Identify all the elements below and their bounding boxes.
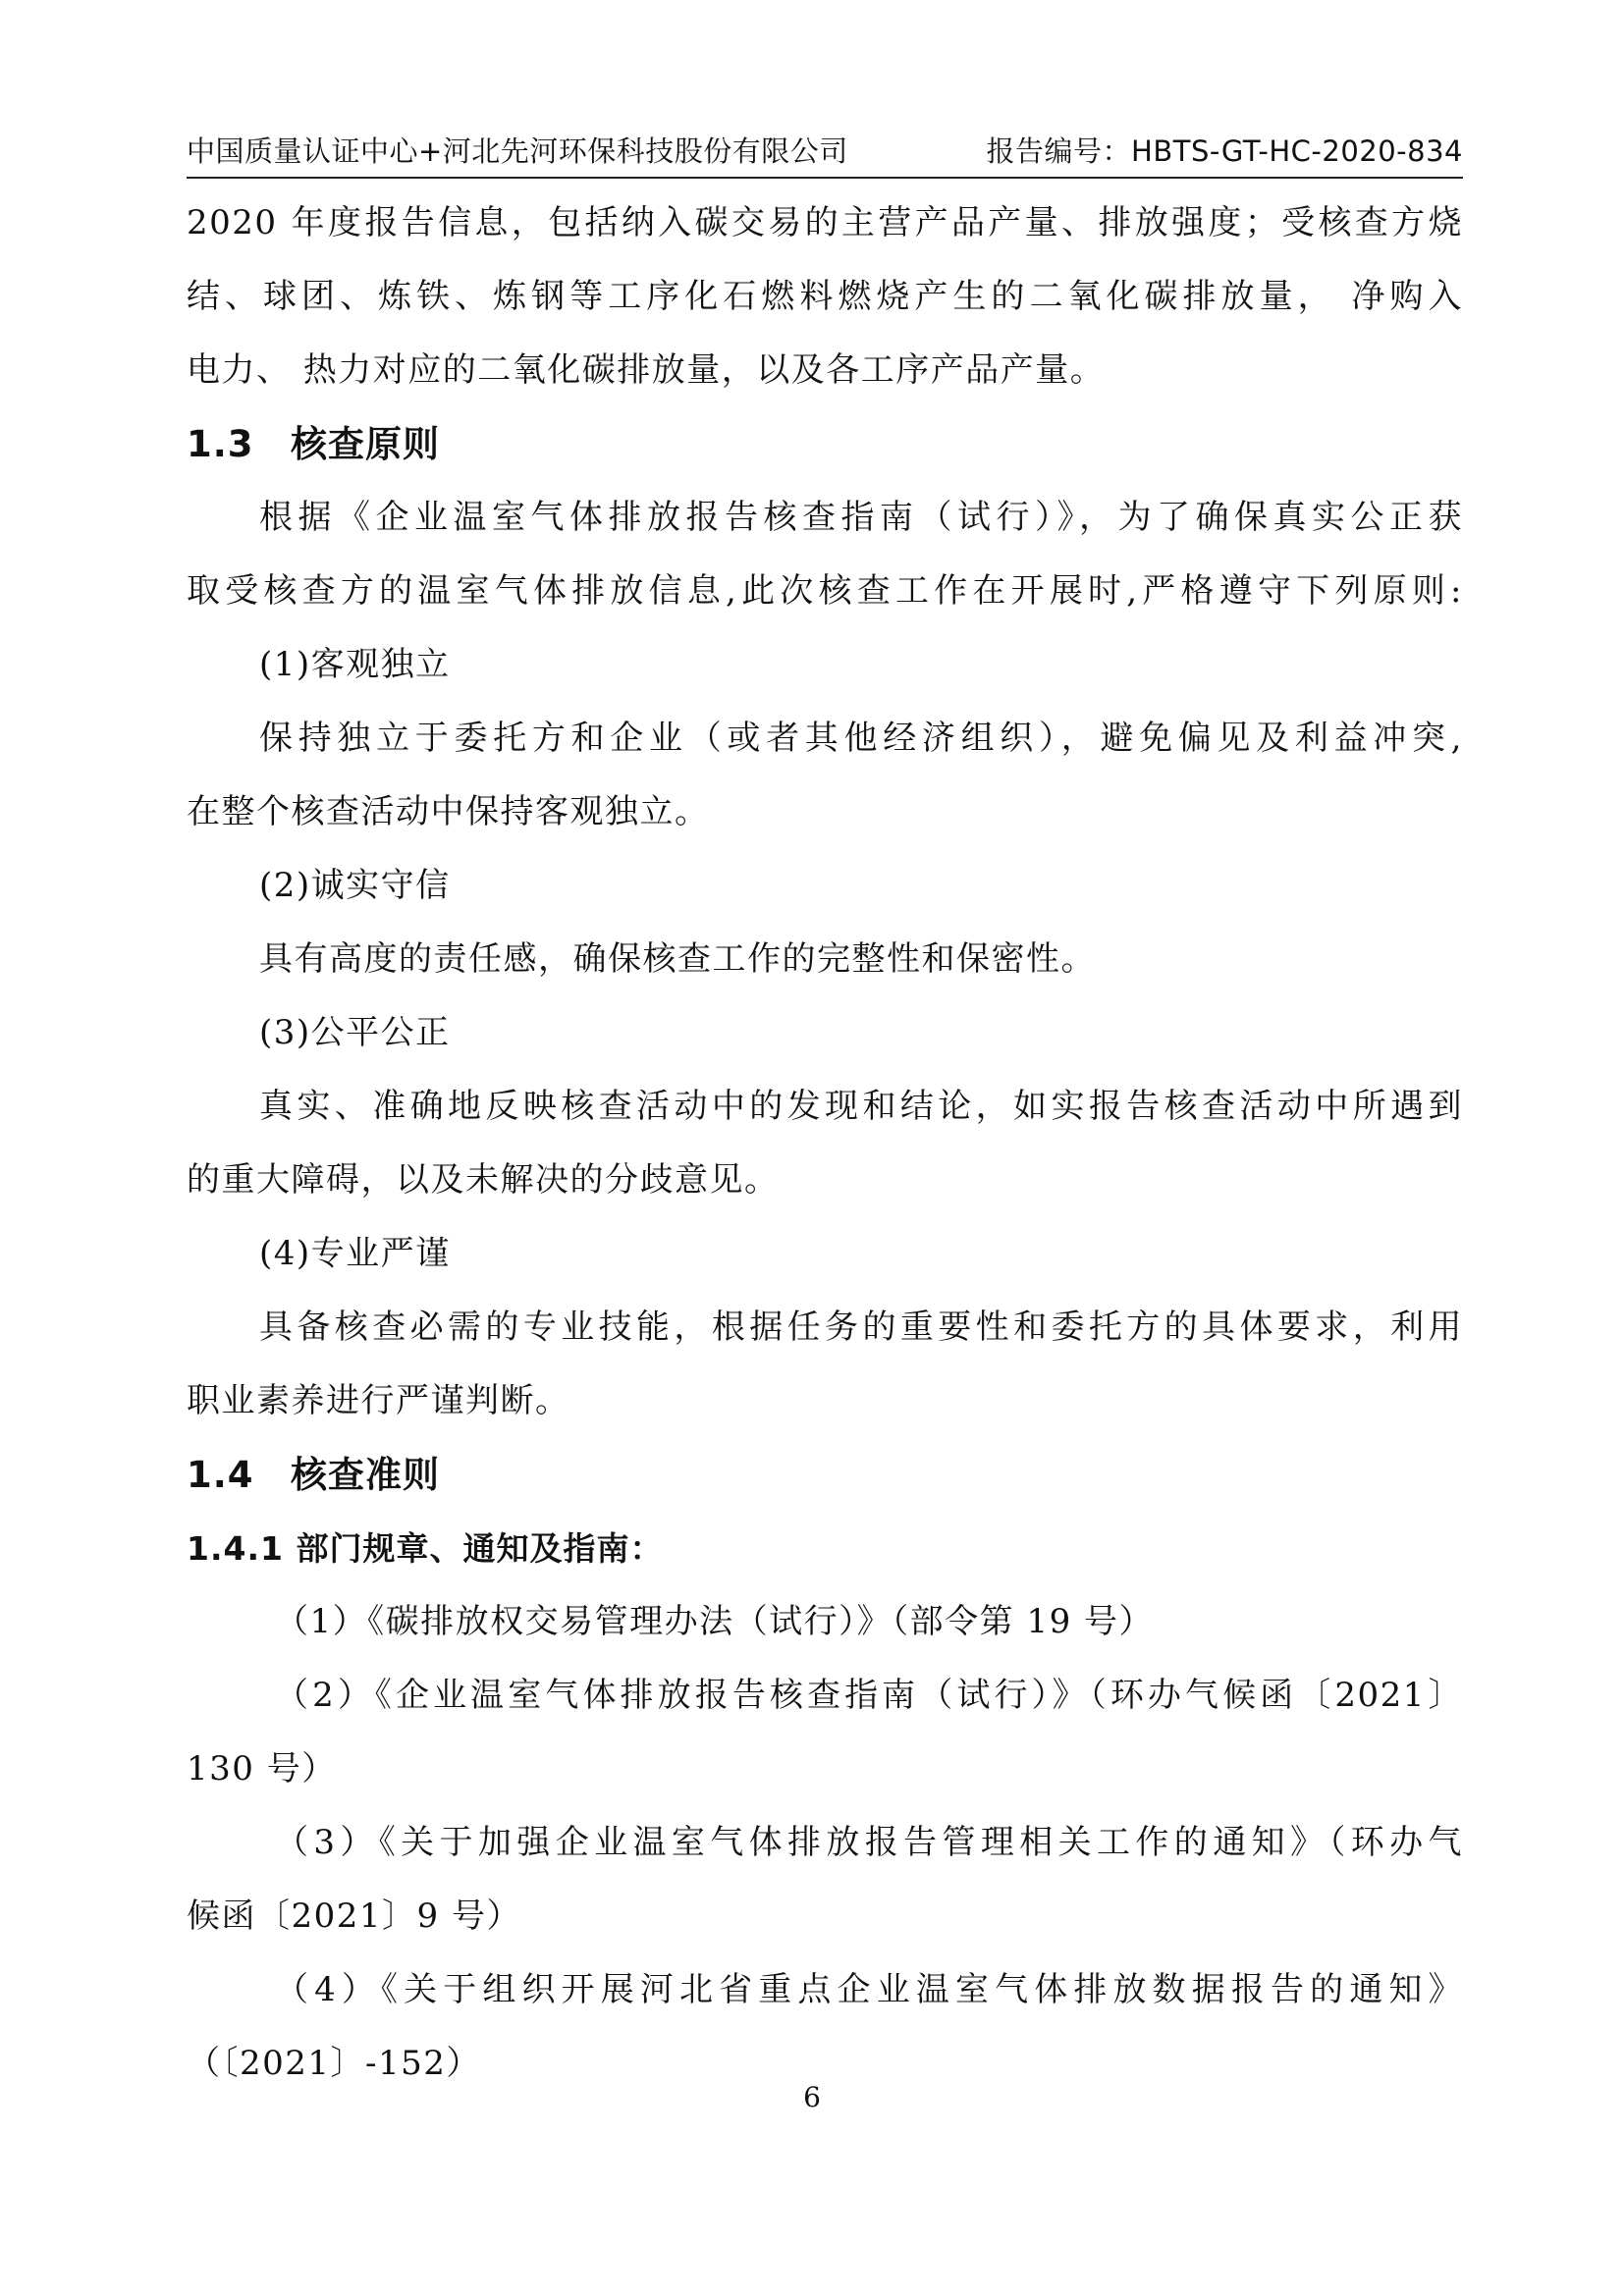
principle-title: (4)专业严谨: [259, 1234, 451, 1273]
header-divider: [187, 177, 1463, 179]
intro-line: 2020 年度报告信息，包括纳入碳交易的主营产品产量、排放强度；受核查方烧: [187, 203, 1463, 242]
principle-title: (1)客观独立: [259, 645, 451, 684]
paragraph-line: 真实、准确地反映核查活动中的发现和结论，如实报告核查活动中所遇到: [259, 1087, 1463, 1126]
section-heading-1-4: [187, 1438, 1463, 1512]
section-title: 核查原则: [291, 423, 440, 465]
reference-item-continued: （〔2021〕-152）: [187, 2044, 481, 2083]
intro-line: 结、球团、炼铁、炼钢等工序化石燃料燃烧产生的二氧化碳排放量， 净购入: [187, 277, 1463, 316]
principle-title: (2)诚实守信: [259, 866, 451, 905]
section-number: 1.4: [187, 1454, 254, 1496]
paragraph-line: 在整个核查活动中保持客观独立。: [187, 792, 710, 831]
page-header: [187, 126, 1463, 173]
principle-title: (3)公平公正: [259, 1013, 451, 1052]
section-title: 核查准则: [291, 1454, 440, 1496]
reference-item: （4）《关于组织开展河北省重点企业温室气体排放数据报告的通知》: [275, 1970, 1463, 2009]
intro-line: 电力、 热力对应的二氧化碳排放量，以及各工序产品产量。: [187, 350, 1106, 390]
document-body: [187, 187, 1463, 2101]
page-number: 6: [803, 2081, 821, 2113]
paragraph-line: 的重大障碍，以及未解决的分歧意见。: [187, 1160, 780, 1200]
paragraph-line: 职业素养进行严谨判断。: [187, 1381, 570, 1420]
section-number: 1.3: [187, 423, 254, 465]
reference-item-continued: 候函〔2021〕9 号）: [187, 1896, 521, 1936]
paragraph-line: 根据《企业温室气体排放报告核查指南（试行）》，为了确保真实公正获: [259, 498, 1463, 537]
paragraph-line: 具备核查必需的专业技能，根据任务的重要性和委托方的具体要求，利用: [259, 1308, 1463, 1347]
paragraph-line: 具有高度的责任感，确保核查工作的完整性和保密性。: [259, 939, 1096, 979]
reference-item: （2）《企业温室气体排放报告核查指南（试行）》（环办气候函〔2021〕: [275, 1676, 1463, 1715]
section-heading-1-3: [187, 407, 1463, 481]
header-report-number: 报告编号：HBTS-GT-HC-2020-834: [986, 133, 1463, 168]
reference-item: （1）《碳排放权交易管理办法（试行）》（部令第 19 号）: [275, 1602, 1155, 1641]
paragraph-line: 取受核查方的温室气体排放信息,此次核查工作在开展时,严格遵守下列原则:: [187, 571, 1463, 611]
subsection-heading-1-4-1: 1.4.1 部门规章、通知及指南：: [187, 1529, 664, 1568]
reference-item: （3）《关于加强企业温室气体排放报告管理相关工作的通知》（环办气: [275, 1823, 1463, 1862]
header-left-text: 中国质量认证中心+河北先河环保科技股份有限公司: [187, 133, 848, 168]
reference-item-continued: 130 号）: [187, 1749, 337, 1789]
paragraph-line: 保持独立于委托方和企业（或者其他经济组织），避免偏见及利益冲突,: [259, 719, 1463, 758]
